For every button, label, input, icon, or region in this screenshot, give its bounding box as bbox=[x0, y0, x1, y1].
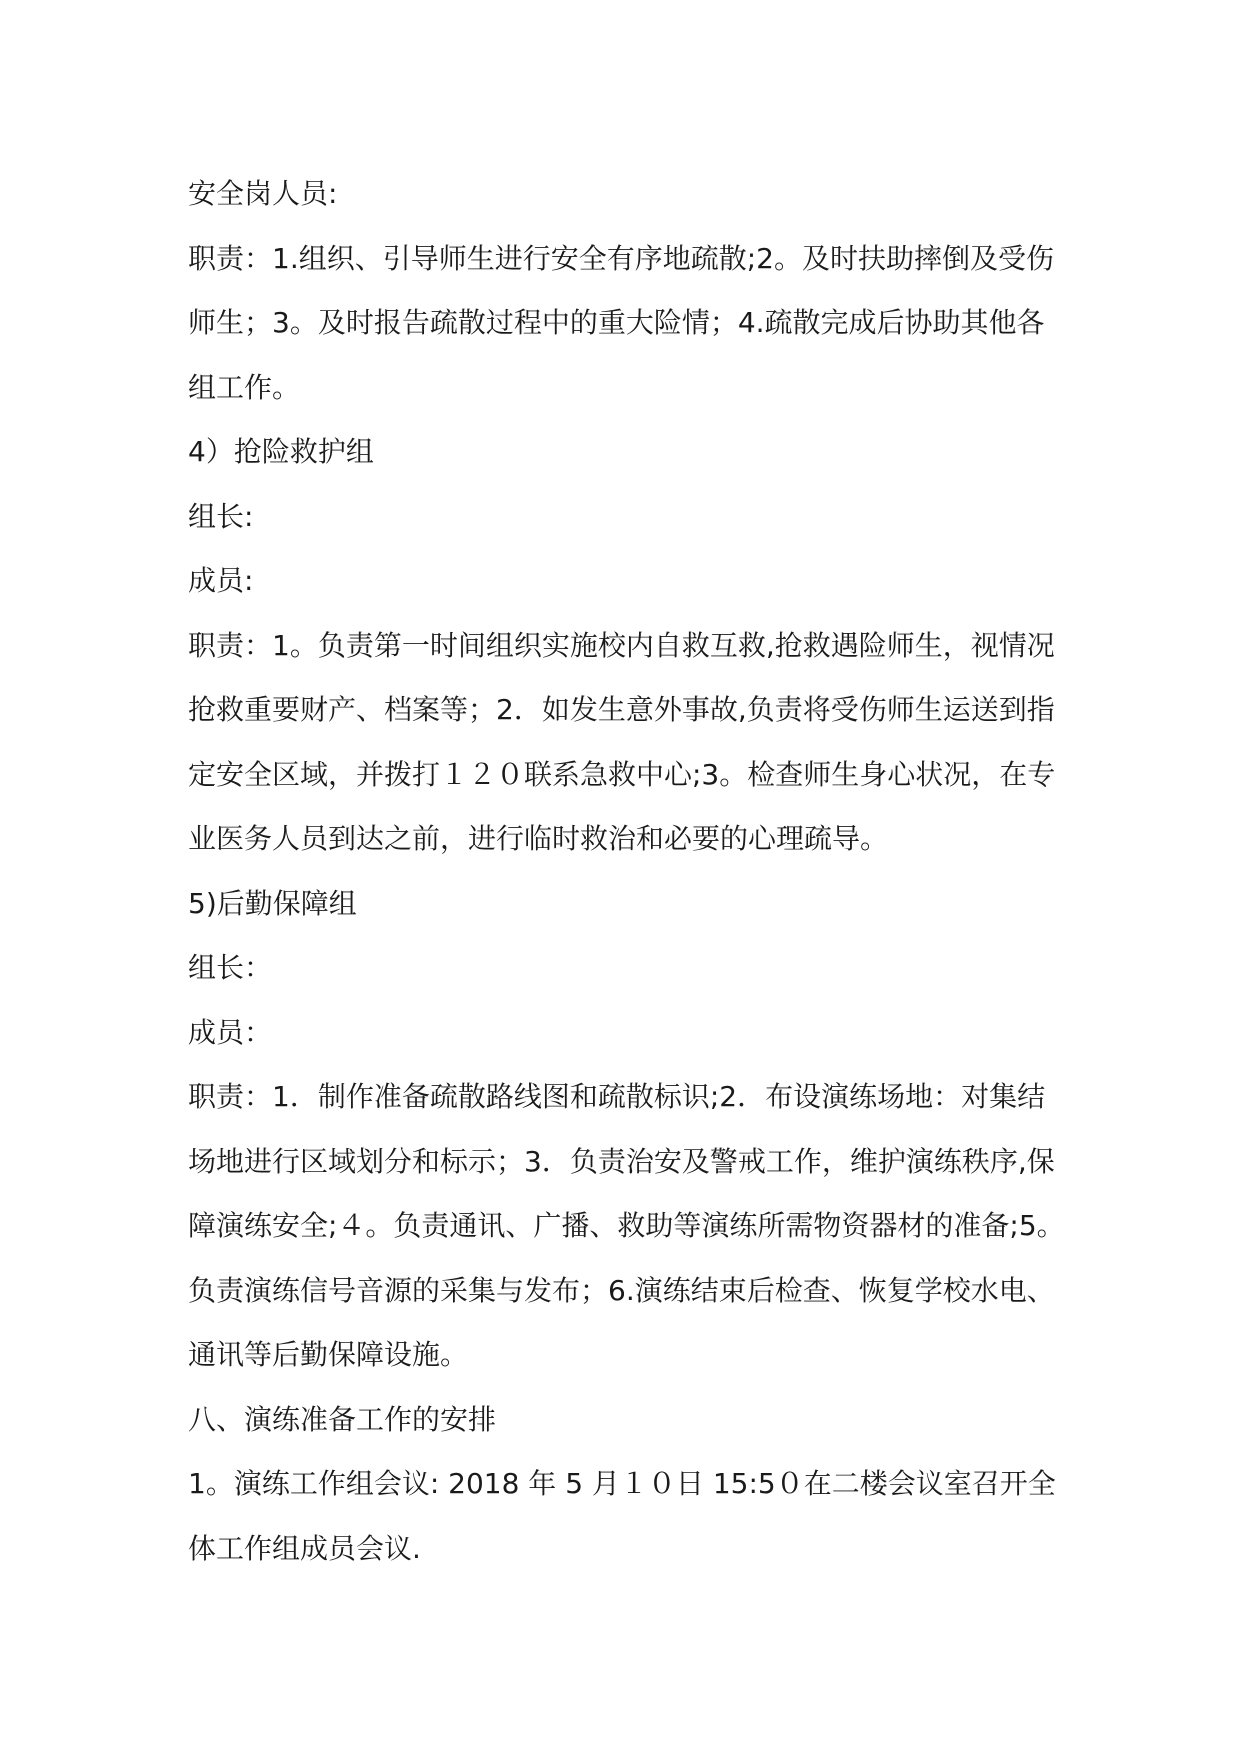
rescue-group-duties: 职责：1。负责第一时间组织实施校内自救互救,抢救遇险师生，视情况抢救重要财产、档案等；2．如发生意外事故,负责将受伤师生运送到指定安全区域，并拨打１２０联系急救中心;3。检查师生身心状况，在专业医务人员到达之前，进行临时救治和必要的心理疏导。 bbox=[188, 628, 1056, 855]
section-heading-logistics-group: 5)后勤保障组 bbox=[188, 886, 357, 920]
preparation-item-1: 1。演练工作组会议: 2018 年 5 月１０日 15:5０在二楼会议室召开全体工作组成员会议. bbox=[188, 1467, 1056, 1565]
logistics-group-duties: 职责：1．制作准备疏散路线图和疏散标识;2．布设演练场地：对集结场地进行区域划分和标示；3．负责治安及警戒工作，维护演练秩序,保障演练安全;４。负责通讯、广播、救助等演练所需物资器材的准备;5。负责演练信号音源的采集与发布；6.演练结束后检查、恢复学校水电、通讯等后勤保障设施。 bbox=[188, 1080, 1065, 1371]
document-body bbox=[188, 162, 1068, 1581]
safety-post-duties: 职责：1.组织、引导师生进行安全有序地疏散;2。及时扶助摔倒及受伤师生；3。及时报告疏散过程中的重大险情；4.疏散完成后协助其他各组工作。 bbox=[188, 241, 1054, 404]
role-heading-safety-post: 安全岗人员: bbox=[188, 177, 338, 210]
rescue-group-leader: 组长: bbox=[188, 499, 254, 533]
logistics-group-members: 成员： bbox=[188, 1015, 273, 1049]
logistics-group-leader: 组长： bbox=[188, 951, 273, 984]
rescue-group-members: 成员: bbox=[188, 564, 254, 597]
section-heading-preparation: 八、演练准备工作的安排 bbox=[188, 1402, 497, 1436]
section-heading-rescue-group: 4）抢险救护组 bbox=[188, 435, 374, 468]
